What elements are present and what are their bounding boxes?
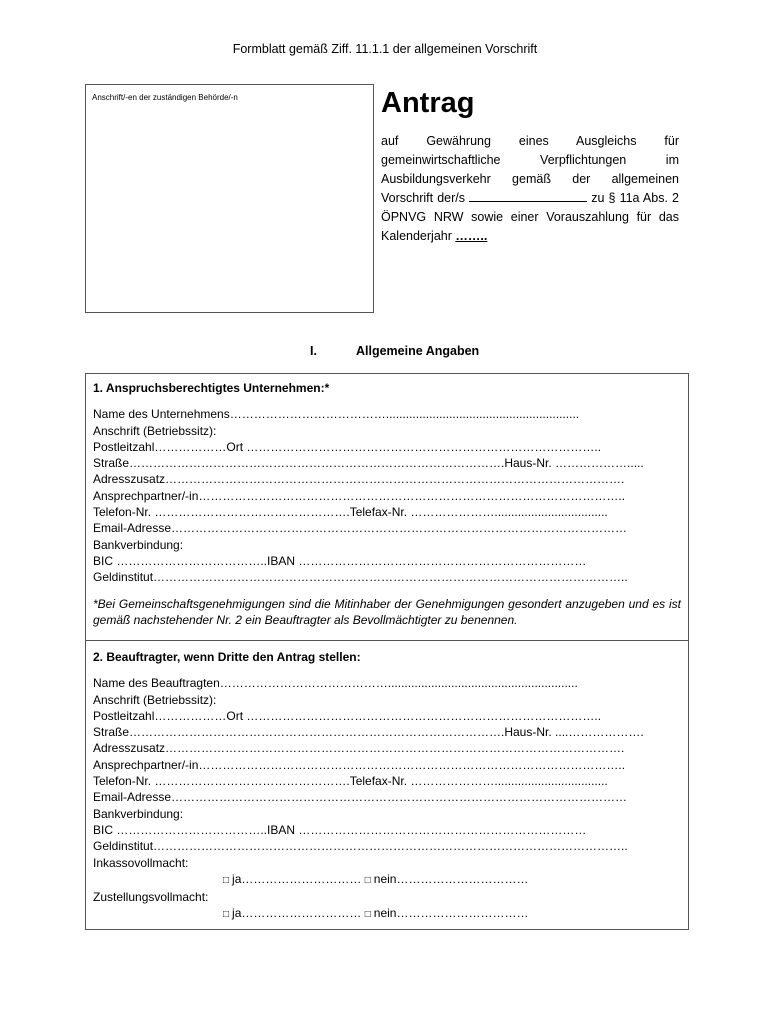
section-title: Allgemeine Angaben xyxy=(356,344,480,358)
field-rep-contact-person[interactable]: Ansprechpartner/-in…………………………………………………………………………………………….. xyxy=(93,757,626,772)
form-header-title: Formblatt gemäß Ziff. 11.1.1 der allgemeinen Vorschrift xyxy=(232,42,538,56)
authority-address-label: Anschrift/-en der zuständigen Behörde/-n xyxy=(92,93,238,102)
field-bank-label: Bankverbindung: xyxy=(93,537,184,552)
part1-footnote: *Bei Gemeinschaftsgenehmigungen sind die Mitinhaber der Genehmigungen gesondert anzugeben und es ist gemäß nachstehender Nr. 2 ein Beauftragter als Bevollmächtigter zu benennen. xyxy=(93,596,681,628)
inkasso-nein-label: nein…………………………… xyxy=(373,871,529,886)
field-company-name[interactable]: Name des Unternehmens………………………………….......................................................... xyxy=(93,407,580,422)
zustellung-ja-checkbox[interactable]: □ xyxy=(223,909,230,921)
field-rep-address-label: Anschrift (Betriebssitz): xyxy=(93,692,217,707)
field-rep-street[interactable]: Straße………………………………………………………………………………….Haus-Nr. ....………………. xyxy=(93,725,644,740)
field-rep-email[interactable]: Email-Adresse…………………………………………………………………………………………………… xyxy=(93,790,628,805)
field-address-label: Anschrift (Betriebssitz): xyxy=(93,423,217,438)
field-rep-address-suffix[interactable]: Adresszusatz……………………………………………………………………………………………………. xyxy=(93,741,625,756)
inkasso-ja-checkbox[interactable]: □ xyxy=(223,874,230,886)
field-bic-iban[interactable]: BIC ………………………………..IBAN ……………………………………………………………… xyxy=(93,553,587,568)
field-rep-phone-fax[interactable]: Telefon-Nr. ………………………………………….Telefax-Nr. ………………….................................. xyxy=(93,774,608,789)
field-rep-postcode-city[interactable]: Postleitzahl………………Ort …………………………………………………………………………….. xyxy=(93,708,602,723)
part2-representative xyxy=(86,641,688,924)
field-contact-person[interactable]: Ansprechpartner/-in…………………………………………………………………………………………….. xyxy=(93,488,626,503)
field-rep-bic-iban[interactable]: BIC ………………………………..IBAN ……………………………………………………………… xyxy=(93,822,587,837)
field-postcode-city[interactable]: Postleitzahl………………Ort …………………………………………………………………………….. xyxy=(93,439,602,454)
zustellung-label: Zustellungsvollmacht: xyxy=(93,890,209,905)
antrag-description xyxy=(381,132,679,246)
inkasso-label: Inkassovollmacht: xyxy=(93,855,189,870)
part2-title: 2. Beauftragter, wenn Dritte den Antrag stellen: xyxy=(93,650,361,664)
antrag-block xyxy=(381,88,679,246)
inkasso-ja-label: ja………………………… xyxy=(232,871,362,886)
field-email[interactable]: Email-Adresse…………………………………………………………………………………………………… xyxy=(93,521,628,536)
section-number: I. xyxy=(310,344,317,358)
field-street[interactable]: Straße………………………………………………………………………………….Haus-Nr. ………………..... xyxy=(93,456,644,471)
field-address-suffix[interactable]: Adresszusatz……………………………………………………………………………………………………. xyxy=(93,472,625,487)
zustellung-nein-label: nein…………………………… xyxy=(373,906,529,921)
field-bank-institute[interactable]: Geldinstitut……………………………………………………………………………………………………….. xyxy=(93,570,628,585)
field-phone-fax[interactable]: Telefon-Nr. ………………………………………….Telefax-Nr. ………………….................................. xyxy=(93,505,608,520)
zustellung-options xyxy=(93,905,681,923)
field-rep-name[interactable]: Name des Beauftragten……………………………………......................................................... xyxy=(93,676,578,691)
antrag-title: Antrag xyxy=(381,87,475,119)
zustellung-nein-checkbox[interactable]: □ xyxy=(364,909,371,921)
part1-title: 1. Anspruchsberechtigtes Unternehmen:* xyxy=(93,381,330,395)
antrag-text-1: auf Gewährung eines Ausgleichs für gemeinwirtschaftliche Verpflichtungen im Ausbildungsverkehr gemäß der allgemeinen Vorschrift der/s xyxy=(381,133,679,205)
year-placeholder[interactable]: …….. xyxy=(455,228,488,243)
inkasso-options xyxy=(93,871,681,889)
authority-name-blank[interactable] xyxy=(469,190,587,202)
authority-address-box[interactable] xyxy=(85,84,374,313)
field-rep-bank-institute[interactable]: Geldinstitut……………………………………………………………………………………………………….. xyxy=(93,839,628,854)
part1-claimant xyxy=(86,374,688,641)
form-main-box xyxy=(85,373,689,930)
antrag-text-2: zu § 11a Abs. 2 ÖPNVG NRW sowie einer Vorauszahlung für das Kalenderjahr xyxy=(381,190,679,243)
field-rep-bank-label: Bankverbindung: xyxy=(93,806,184,821)
zustellung-ja-label: ja………………………… xyxy=(232,906,362,921)
inkasso-nein-checkbox[interactable]: □ xyxy=(364,874,371,886)
